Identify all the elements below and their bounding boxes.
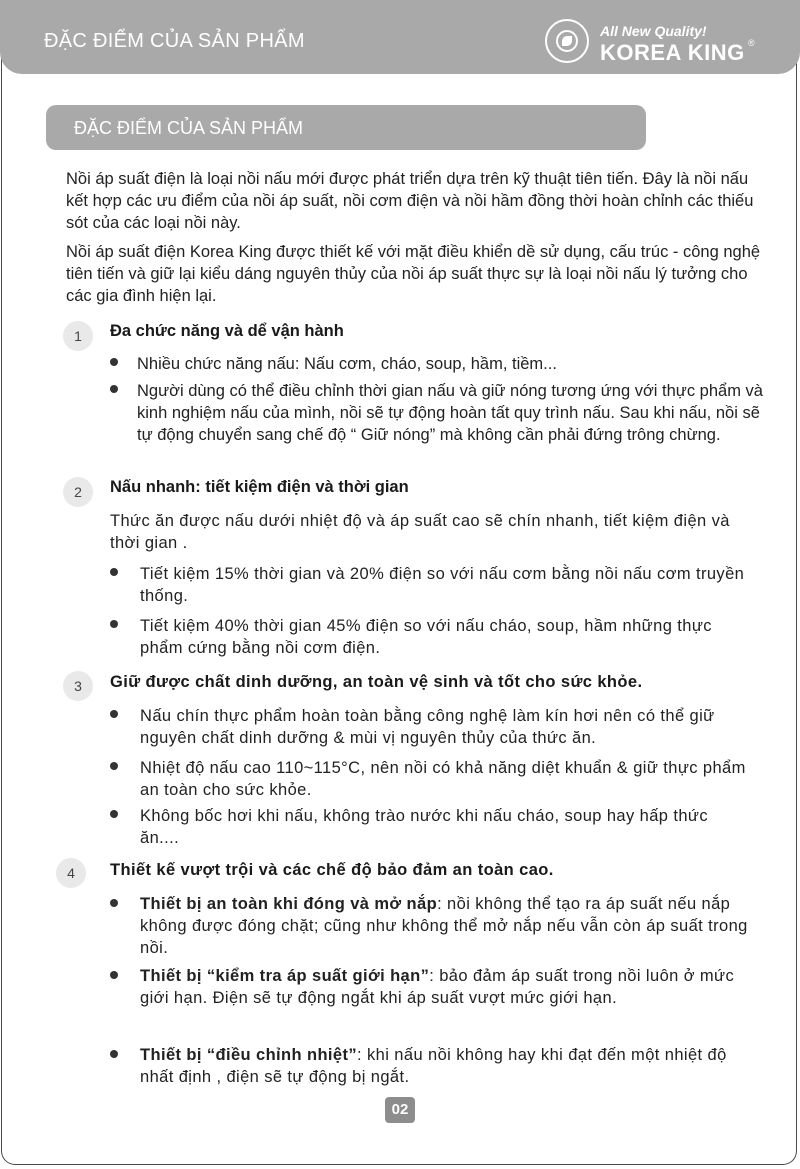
bullet-icon [110, 762, 118, 770]
item-bold-label: Thiết bị “kiểm tra áp suất giới hạn” [140, 967, 430, 985]
feature-number: 2 [63, 477, 93, 507]
page-number: 02 [385, 1097, 415, 1123]
bullet-icon [110, 1050, 118, 1058]
intro-paragraph-2: Nồi áp suất điện Korea King được thiết kế với mặt điều khiển dề sử dụng, cấu trúc - công nghệ tiên tiến và giữ lại kiểu dáng nguyên thủy của nồi áp suất thực sự là loại nồi nấu lý tưởng cho các gia đình hiện lại. [66, 243, 761, 305]
item-text: : khi nấu nồi không hay khi đạt đến một nhiệt độ nhất định , điện sẽ tự động bị ngắt. [140, 1046, 727, 1086]
list-item [140, 965, 740, 1009]
section-title: ĐẶC ĐIỂM CỦA SẢN PHẨM [74, 118, 304, 138]
feature-number: 4 [56, 858, 86, 888]
brand-seal-logo [545, 19, 589, 63]
item-text: : nồi không thể tạo ra áp suất nếu nắp không được đóng chặt; cũng như không thể mở nắp nếu vẫn còn áp suất trong nồi. [140, 895, 748, 957]
list-item: Nấu chín thực phẩm hoàn toàn bằng công nghệ làm kín hơi nên có thể giữ nguyên chất dinh dưỡng & mùi vị nguyên thủy của thức ăn. [140, 707, 715, 747]
list-item: Tiết kiệm 15% thời gian và 20% điện so với nấu cơm bằng nồi nấu cơm truyền thống. [140, 565, 745, 605]
item-bold-label: Thiết bị “điều chỉnh nhiệt” [140, 1046, 358, 1064]
feature-title: Đa chức năng và dể vận hành [110, 322, 344, 340]
bullet-icon [110, 899, 118, 907]
feature-title: Nấu nhanh: tiết kiệm điện và thời gian [110, 478, 409, 496]
intro-paragraph-1: Nồi áp suất điện là loại nồi nấu mới được phát triển dựa trên kỹ thuật tiên tiến. Đây là nồi nấu kết hợp các ưu điểm của nồi áp suất, nồi cơm điện và nồi hầm đồng thời hoàn chỉnh các thiếu sót của các loại nồi này. [66, 170, 754, 232]
list-item: Nhiều chức năng nấu: Nấu cơm, cháo, soup, hầm, tiềm... [137, 355, 557, 373]
bullet-icon [110, 810, 118, 818]
bullet-icon [110, 710, 118, 718]
list-item [140, 1044, 740, 1088]
bullet-icon [110, 971, 118, 979]
list-item: Nhiệt độ nấu cao 110~115°C, nên nồi có khả năng diệt khuẩn & giữ thực phẩm an toàn cho sức khỏe. [140, 759, 746, 799]
list-item: Người dùng có thể điều chỉnh thời gian nấu và giữ nóng tương ứng với thực phẩm và kinh nghiệm nấu của mình, nồi sẽ tự động hoàn tất quy trình nấu. Sau khi nấu, nồi sẽ tự động chuyển sang chế độ “ Giữ nóng” mà không cần phải đứng trông chừng. [137, 382, 763, 444]
item-text: : bảo đảm áp suất trong nồi luôn ở mức giới hạn. Điện sẽ tự động ngắt khi áp suất vượt mức giới hạn. [140, 967, 735, 1007]
bullet-icon [110, 568, 118, 576]
registered-mark: ® [748, 38, 755, 48]
brand-name: KOREA KING [600, 40, 745, 65]
list-item: Không bốc hơi khi nấu, không trào nước khi nấu cháo, soup hay hấp thức ăn.... [140, 807, 708, 847]
list-item [140, 893, 760, 959]
feature-number: 1 [63, 321, 93, 351]
feature-title: Thiết kế vượt trội và các chế độ bảo đảm an toàn cao. [110, 861, 554, 879]
feature-title: Giữ được chất dinh dưỡng, an toàn vệ sinh và tốt cho sức khỏe. [110, 673, 643, 691]
section-header [46, 105, 646, 150]
bullet-icon [110, 358, 118, 366]
feature-number: 3 [63, 671, 93, 701]
item-bold-label: Thiết bị an toàn khi đóng và mở nắp [140, 895, 438, 913]
list-item: Tiết kiệm 40% thời gian 45% điện so với nấu cháo, soup, hầm những thực phẩm cứng bằng nồi cơm điện. [140, 617, 712, 657]
feature-intro: Thức ăn được nấu dưới nhiệt độ và áp suất cao sẽ chín nhanh, tiết kiệm điện và thời gian . [110, 512, 730, 552]
bullet-icon [110, 385, 118, 393]
bullet-icon [110, 620, 118, 628]
header-title: ĐẶC ĐIỂM CỦA SẢN PHẨM [44, 30, 305, 52]
header-bar [0, 0, 800, 74]
brand-tagline: All New Quality! [600, 23, 707, 39]
